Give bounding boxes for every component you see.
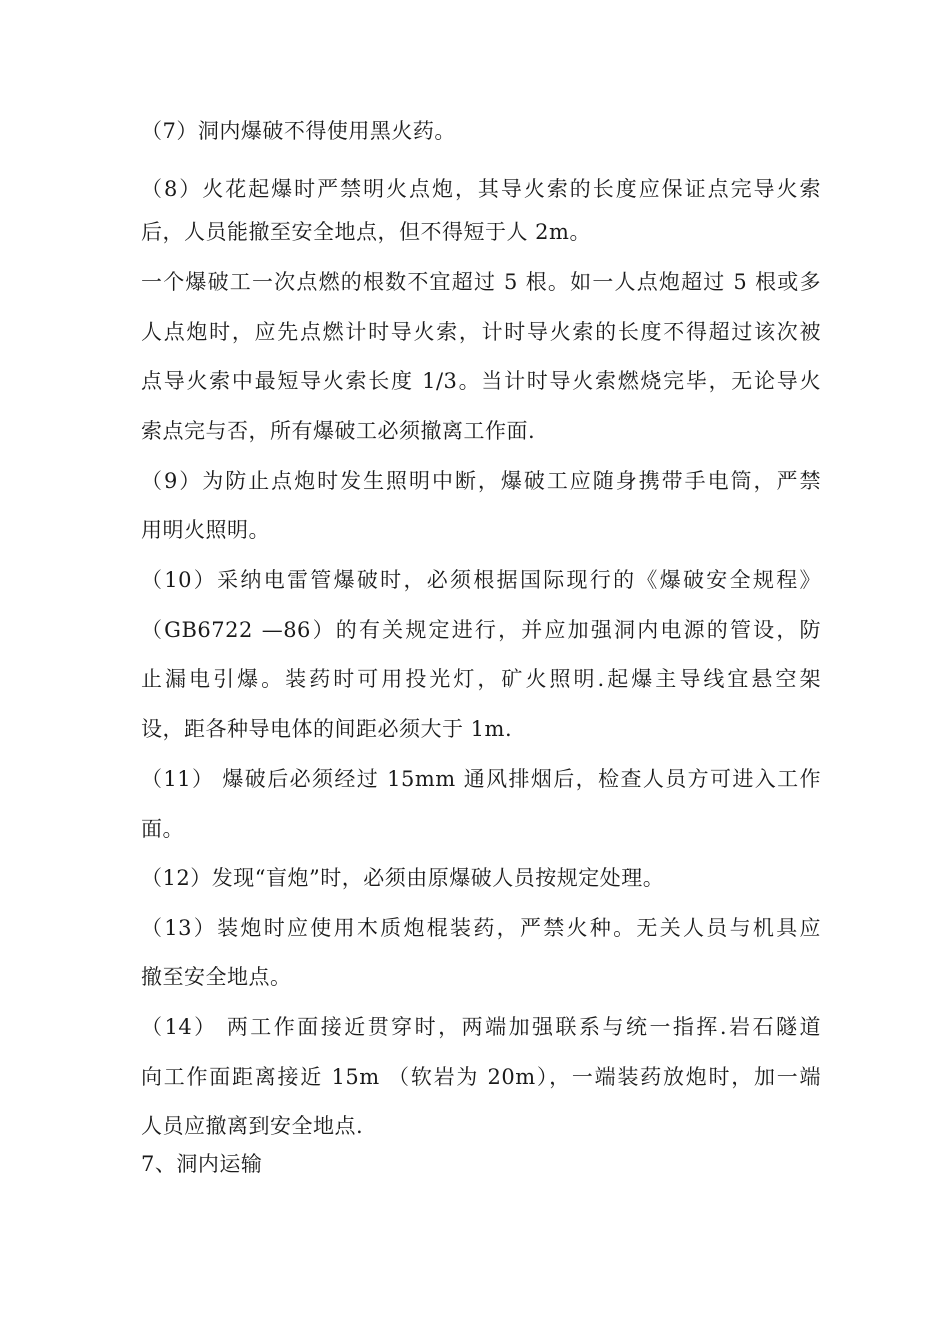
text-line: （12）发现“盲炮”时，必须由原爆破人员按规定处理。 [141,866,665,890]
text-line: 用明火照明。 [141,518,270,542]
text-line: （8）火花起爆时严禁明火点炮，其导火索的长度应保证点完导火索 [141,177,821,201]
text-line: （GB6722 —86）的有关规定进行，并应加强洞内电源的管设，防 [141,618,821,642]
text-line: 索点完与否，所有爆破工必须撤离工作面. [141,419,536,443]
text-line: 后，人员能撤至安全地点，但不得短于人 2m。 [141,220,591,244]
text-line: 止漏电引爆。装药时可用投光灯，矿火照明.起爆主导线宜悬空架 [141,667,821,691]
text-line: 面。 [141,817,184,841]
text-line: 人员应撤离到安全地点. [141,1114,364,1138]
section-heading: 7、洞内运输 [141,1152,263,1176]
text-line: 点导火索中最短导火索长度 1/3。当计时导火索燃烧完毕，无论导火 [141,369,821,393]
text-line: 撤至安全地点。 [141,965,292,989]
text-line: （14） 两工作面接近贯穿时，两端加强联系与统一指挥.岩石隧道 [141,1015,821,1039]
text-line: （11） 爆破后必须经过 15mm 通风排烟后，检查人员方可进入工作 [141,767,821,791]
text-line: （9）为防止点炮时发生照明中断，爆破工应随身携带手电筒，严禁 [141,469,821,493]
text-line: （13）装炮时应使用木质炮棍装药，严禁火种。无关人员与机具应 [141,916,821,940]
text-line: 向工作面距离接近 15m （软岩为 20m），一端装药放炮时，加一端 [141,1065,821,1089]
text-line: （7）洞内爆破不得使用黑火药。 [141,119,456,143]
text-line: 设，距各种导电体的间距必须大于 1m. [141,717,513,741]
text-line: 人点炮时，应先点燃计时导火索，计时导火索的长度不得超过该次被 [141,320,821,344]
text-line: 一个爆破工一次点燃的根数不宜超过 5 根。如一人点炮超过 5 根或多 [141,270,821,294]
text-line: （10）采纳电雷管爆破时，必须根据国际现行的《爆破安全规程》 [141,568,821,592]
